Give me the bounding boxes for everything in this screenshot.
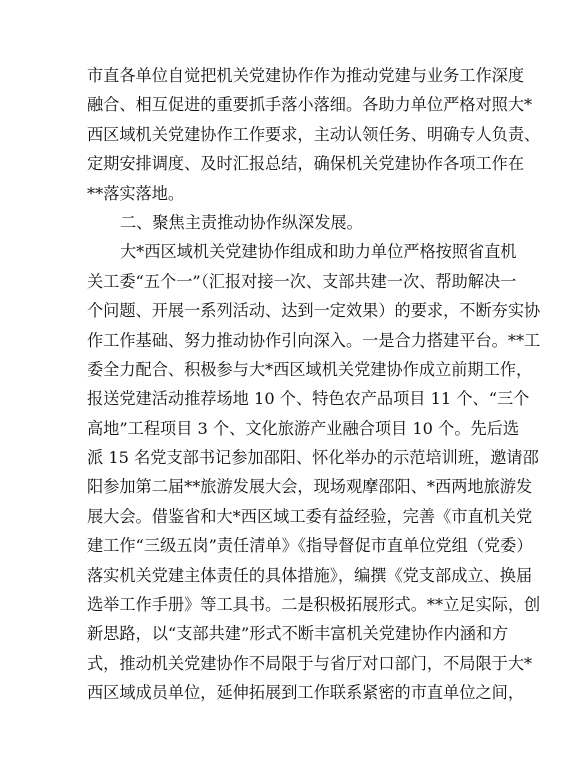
body-text bbox=[87, 61, 541, 708]
paragraph-2-line: 展大会。借鉴省和大*西区域工委有益经验，完善《市直机关党 bbox=[87, 506, 533, 526]
paragraph-2-line: 关工委“五个一”（汇报对接一次、支部共建一次、帮助解决一 bbox=[87, 271, 517, 291]
paragraph-2-line: 高地”工程项目 3 个、文化旅游产业融合项目 10 个。先后选 bbox=[87, 418, 520, 438]
paragraph-2-line: 报送党建活动推荐场地 10 个、特色农产品项目 11 个、“三个 bbox=[87, 389, 530, 409]
paragraph-2-line: 大*西区域机关党建协作组成和助力单位严格按照省直机 bbox=[120, 242, 517, 262]
paragraph-2-line: 作工作基础、努力推动协作引向深入。一是合力搭建平台。**工 bbox=[87, 330, 541, 350]
paragraph-2-line: 建工作“三级五岗”责任清单》《指导督促市直单位党组（党委） bbox=[87, 536, 533, 556]
paragraph-2-line: 式，推动机关党建协作不局限于与省厅对口部门，不局限于大* bbox=[87, 653, 533, 673]
paragraph-1-line: 融合、相互促进的重要抓手落小落细。各助力单位严格对照大* bbox=[87, 95, 533, 115]
paragraph-2-line: 选举工作手册》等工具书。二是积极拓展形式。**立足实际，创 bbox=[87, 595, 541, 615]
paragraph-2-line: 新思路，以“支部共建”形式不断丰富机关党建协作内涵和方 bbox=[87, 624, 509, 644]
paragraph-1-line: 西区域机关党建协作工作要求，主动认领任务、明确专人负责、 bbox=[87, 124, 541, 144]
paragraph-2-line: 西区域成员单位，延伸拓展到工作联系紧密的市直单位之间， bbox=[87, 683, 525, 703]
paragraph-1-line: 定期安排调度、及时汇报总结，确保机关党建协作各项工作在 bbox=[87, 154, 525, 174]
paragraph-2-line: 个问题、开展一系列活动、达到一定效果）的要求，不断夯实协 bbox=[87, 301, 541, 321]
paragraph-1-line: **落实落地。 bbox=[87, 183, 185, 203]
paragraph-2-line: 委全力配合、积极参与大*西区域机关党建协作成立前期工作， bbox=[87, 359, 533, 379]
paragraph-1-line: 市直各单位自觉把机关党建协作作为推动党建与业务工作深度 bbox=[87, 66, 525, 85]
paragraph-2-line: 落实机关党建主体责任的具体措施》，编撰《党支部成立、换届 bbox=[87, 565, 533, 585]
paragraph-2-line: 派 15 名党支部书记参加邵阳、怀化举办的示范培训班，邀请邵 bbox=[87, 448, 539, 468]
section-heading: 二、聚焦主责推动协作纵深发展。 bbox=[120, 212, 363, 232]
paragraph-2-line: 阳参加第二届**旅游发展大会，现场观摩邵阳、*西两地旅游发 bbox=[87, 477, 533, 497]
